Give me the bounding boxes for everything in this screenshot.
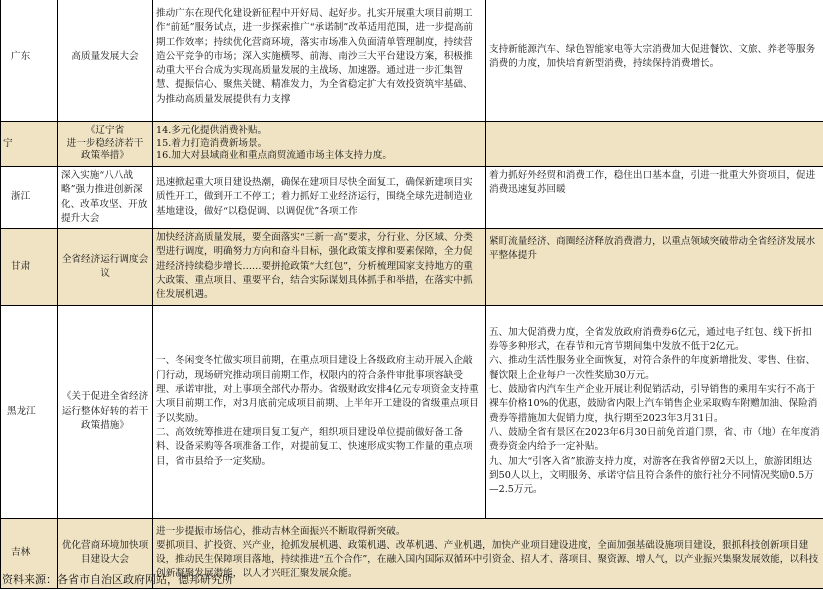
consumption-cell [486, 305, 823, 518]
meeting-cell: 高质量发展大会 [58, 0, 153, 122]
measures-cell [153, 122, 486, 167]
measures-cell [153, 518, 823, 588]
measure-line: 加快经济高质量发展，要全面落实“三新一高”要求，分行业、分区域、分类型进行调度，明确努力方向和奋斗目标，强化政策支撑和要素保障，全力促进经济持续稳步增长……要拼抢政策“大红包”，分析梳理国家支持地方的重大政策、重点项目、重要平台，结合实际谋划具体抓手和举措，在落实中抓住发展机遇。 [156, 232, 473, 301]
province-cell: 甘肃 [1, 229, 58, 305]
table-row [1, 0, 823, 122]
consumption-line: 六、推动生活性服务业全面恢复，对符合条件的年度新增批发、零售、住宿、餐饮限上企业每户一次性奖励30万元。 [489, 355, 816, 381]
consumption-cell [486, 167, 823, 229]
meeting-cell: 《关于促进全省经济运行整体好转的若干政策措施》 [58, 305, 153, 518]
measure-line: 推动广东在现代化建设新征程中开好局、起好步。扎实开展重大项目前期工作“前延”服务试点，进一步探索推广“承诺制”改革适用范围，进一步提高前期工作效率；持续优化营商环境，落实市场准入负面清单管理制度，持续营造公平竞争的市场；深入实施横琴、前海、南沙三大平台建设方案，积极推动重大平台合成为实现高质量发展的主战场、加速器。通过进一步汇集智慧、提振信心、聚焦关键、精准发力，为全省稳定扩大有效投资筑牢基础、为推动高质量发展提供有力支撑 [156, 7, 474, 105]
consumption-line: 七、鼓励省内汽车生产企业开展让利促销活动，引导销售的乘用车实行不高于裸车价格10%的优惠，鼓励省内限上汽车销售企业采取购车附赠加油、保险消费券等措施加大促销力度，执行期至2023年3月31日。 [489, 384, 818, 424]
measure-line: 进一步提振市场信心，推动吉林全面振兴不断取得新突破。 [156, 525, 406, 537]
consumption-line: 支持新能源汽车、绿色智能家电等大宗消费加大促进餐饮、文旅、养老等服务消费的力度，加快培育新型消费，持续保持消费增长。 [489, 43, 816, 69]
measures-cell [153, 167, 486, 229]
table-row [1, 167, 823, 229]
meeting-cell: 全省经济运行调度会议 [58, 229, 153, 305]
meeting-cell: 优化营商环境加快项目建设大会 [58, 518, 153, 588]
meeting-cell: 深入实施“八八战略”强力推进创新深化、改革攻坚、开放提升大会 [58, 167, 153, 229]
province-cell: 黑龙江 [1, 305, 58, 518]
measures-cell [153, 0, 486, 122]
consumption-cell [486, 229, 823, 305]
province-cell: 广东 [1, 0, 58, 122]
consumption-line: 五、加大促消费力度，全省发放政府消费券6亿元，通过电子红包、线下折扣券等多种形式，在春节和元宵节期间集中发放不低于2亿元。 [489, 326, 812, 353]
province-cell: 浙江 [1, 167, 58, 229]
consumption-line: 着力抓好外经贸和消费工作，稳住出口基本盘，引进一批重大外资项目，促进消费迅速复苏回暖 [489, 170, 816, 196]
measure-line: 要抓项目、扩投资、兴产业，抢抓发展机遇、政策机遇、改革机遇、产业机遇，加快产业项目建设进度，全面加强基础设施项目建设，狠抓科技创新项目建设，推动民生保障项目落地，持续推进“五个合作”，在融入国内国际双循环中引资金、招人才、落项目、聚资源、增人气，以产业振兴集聚发展效能，以科技创新凝聚发展潜能，以人才兴旺汇聚发展众能。 [156, 539, 819, 580]
province-cell: 吉林 [1, 518, 58, 588]
table-row [1, 305, 823, 518]
consumption-line: 八、鼓励全省有景区在2023年6月30日前免首道门票，省、市（地）在年度消费券资金内给予一定补贴。 [489, 426, 820, 453]
table-row [1, 229, 823, 305]
measure-line: 一、冬闲变冬忙做实项目前期，在重点项目建设上各级政府主动开展入企敲门行动，现场研究推动项目前期工作，权限内的符合条件审批事项容缺受理、承诺审批，对上事项全部代办帮办。省级财政安排4亿元专项资金支持重大项目前期工作，对3月底前完成项目前期、上半年开工建设的省级重点项目予以奖励。 [156, 355, 479, 424]
measure-line: 迅速掀起重大项目建设热潮，确保在建项目尽快全面复工，确保新建项目实质性开工，做到开工不停工；着力抓好工业经济运行，围绕全球先进制造业基地建设，做好“以稳促调、以调促优”各项工作 [156, 177, 473, 217]
province-cell: 宁 [1, 122, 58, 167]
measures-cell [153, 229, 486, 305]
measure-line: 二、高效统筹推进在建项目复工复产，组织项目建设单位提前做好备工备料、设备采购等各项准备工作，对提前复工、快速形成实物工作量的重点项目，省市县给予一定奖励。 [156, 426, 473, 467]
table-row [1, 122, 823, 167]
consumption-cell [486, 0, 823, 122]
consumption-cell [486, 122, 823, 167]
consumption-line: 九、加大“引客入省”旅游支持力度，对游客在我省停留2天以上，旅游团组达到50人以上，文明服务、承诺守信且符合条件的旅行社分不同情况奖励0.5万—2.5万元。 [489, 455, 814, 496]
measure-line: 16.加大对县域商业和重点商贸流通市场主体支持力度。 [156, 150, 392, 162]
measure-line: 15.着力打造消费新场景。 [156, 137, 268, 149]
source-note: 资料来源：各省市自治区政府网站，德邦研究所 [2, 573, 233, 586]
consumption-line: 紧盯流量经济、商圈经济释放消费潜力，以重点领域突破带动全省经济发展水平整体提升 [489, 236, 816, 262]
measure-line: 14.多元化提供消费补贴。 [156, 125, 268, 137]
meeting-cell: 《辽宁省 进一步稳经济若干 政策举措》 [58, 122, 153, 167]
measures-cell [153, 305, 486, 518]
